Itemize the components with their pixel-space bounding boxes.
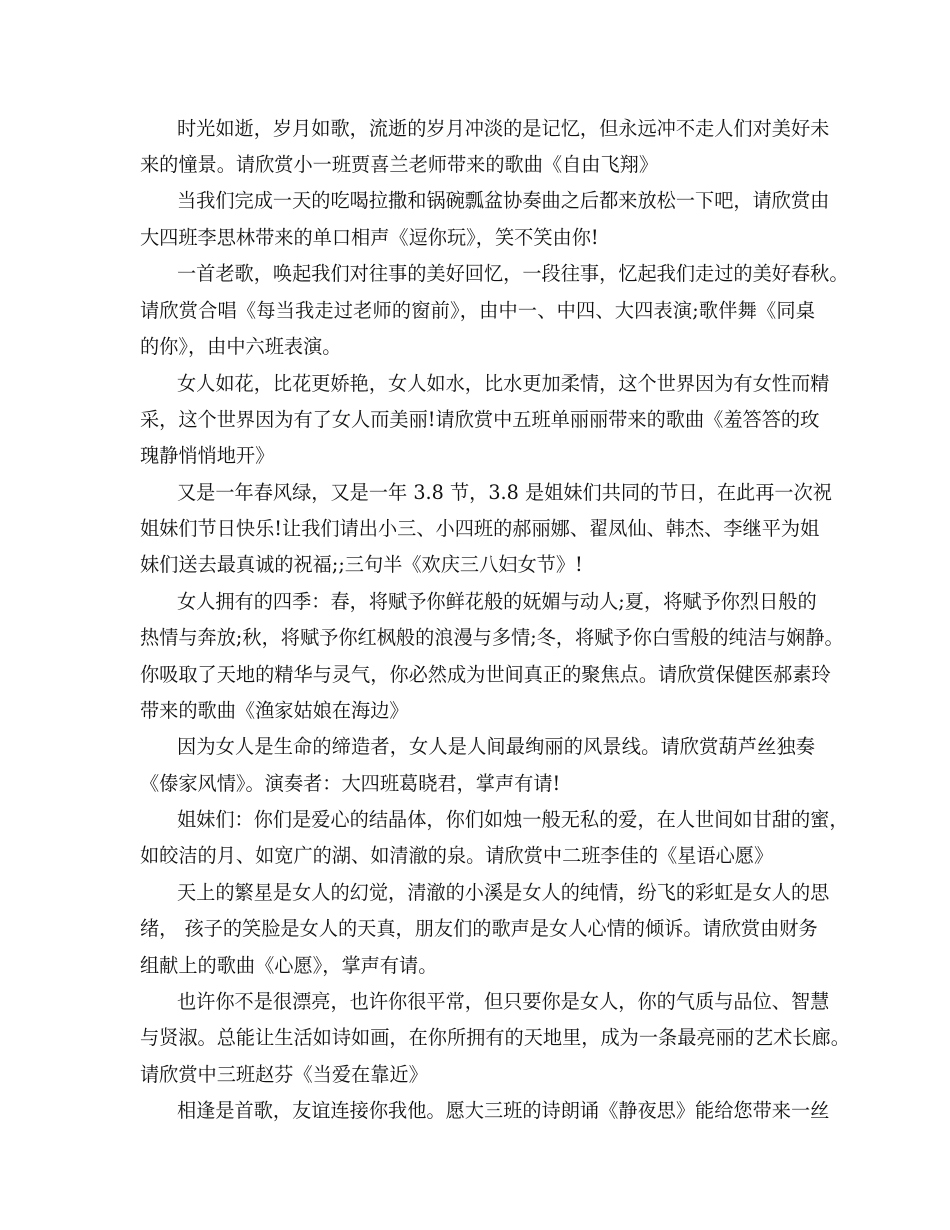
paragraph-line: 采，这个世界因为有了女人而美丽!请欣赏中五班单丽丽带来的歌曲《羞答答的玫 [140,408,820,431]
paragraph-line: 时光如逝，岁月如歌，流逝的岁月冲淡的是记忆，但永远冲不走人们对美好未 [177,117,830,140]
paragraph-line: 天上的繁星是女人的幻觉，清澈的小溪是女人的纯情，纷飞的彩虹是女人的思 [177,881,830,904]
paragraph-line: 姐妹们：你们是爱心的结晶体，你们如烛一般无私的爱，在人世间如甘甜的蜜， [177,808,849,831]
paragraph-line: 请欣赏合唱《每当我走过老师的窗前》，由中一、中四、大四表演;歌伴舞《同桌 [140,299,815,322]
paragraph-line: 一首老歌，唤起我们对往事的美好回忆，一段往事，忆起我们走过的美好春秋。 [177,262,849,285]
paragraph-line: 的你》，由中六班表演。 [140,335,342,358]
paragraph-line: 因为女人是生命的缔造者，女人是人间最绚丽的风景线。请欣赏葫芦丝独奏 [177,735,815,758]
paragraph-line: 请欣赏中三班赵芬《当爱在靠近》 [140,1063,428,1086]
paragraph-line: 来的憧景。请欣赏小一班贾喜兰老师带来的歌曲《自由飞翔》 [140,153,659,176]
paragraph-line: 相逢是首歌，友谊连接你我他。愿大三班的诗朗诵《静夜思》能给您带来一丝 [177,1099,830,1122]
paragraph-line: 当我们完成一天的吃喝拉撒和锅碗瓢盆协奏曲之后都来放松一下吧，请欣赏由 [177,189,830,212]
paragraph-line: 组献上的歌曲《心愿》，掌声有请。 [140,954,438,977]
paragraph-line: 妹们送去最真诚的祝福;;三句半《欢庆三八妇女节》! [140,553,583,576]
paragraph-line: 也许你不是很漂亮，也许你很平常，但只要你是女人，你的气质与品位、智慧 [177,990,830,1013]
paragraph-line: 你吸取了天地的精华与灵气，你必然成为世间真正的聚焦点。请欣赏保健医郝素玲 [140,663,831,686]
paragraph-line: 女人如花，比花更娇艳，女人如水，比水更加柔情，这个世界因为有女性而精 [177,372,830,395]
paragraph-line: 女人拥有的四季：春，将赋予你鲜花般的妩媚与动人;夏，将赋予你烈日般的 [177,590,817,613]
paragraph-line: 《傣家风情》。演奏者：大四班葛晓君，掌声有请! [140,772,561,795]
paragraph-line: 如皎洁的月、如宽广的湖、如清澈的泉。请欣赏中二班李佳的《星语心愿》 [140,844,774,867]
paragraph-line: 姐妹们节日快乐!让我们请出小三、小四班的郝丽娜、翟凤仙、韩杰、李继平为姐 [140,517,820,540]
paragraph-line: 绪， 孩子的笑脸是女人的天真，朋友们的歌声是女人心情的倾诉。请欣赏由财务 [140,917,818,940]
paragraph-line: 与贤淑。总能让生活如诗如画，在你所拥有的天地里，成为一条最亮丽的艺术长廊。 [140,1026,850,1049]
paragraph-line: 带来的歌曲《渔家姑娘在海边》 [140,699,409,722]
paragraph-line: 瑰静悄悄地开》 [140,444,275,467]
paragraph-line: 大四班李思林带来的单口相声《逗你玩》，笑不笑由你! [140,226,599,249]
paragraph-line: 热情与奔放;秋，将赋予你红枫般的浪漫与多情;冬，将赋予你白雪般的纯洁与娴静。 [140,626,844,649]
paragraph-line: 又是一年春风绿，又是一年 3.8 节，3.8 是姐妹们共同的节日，在此再一次祝 [177,481,832,504]
